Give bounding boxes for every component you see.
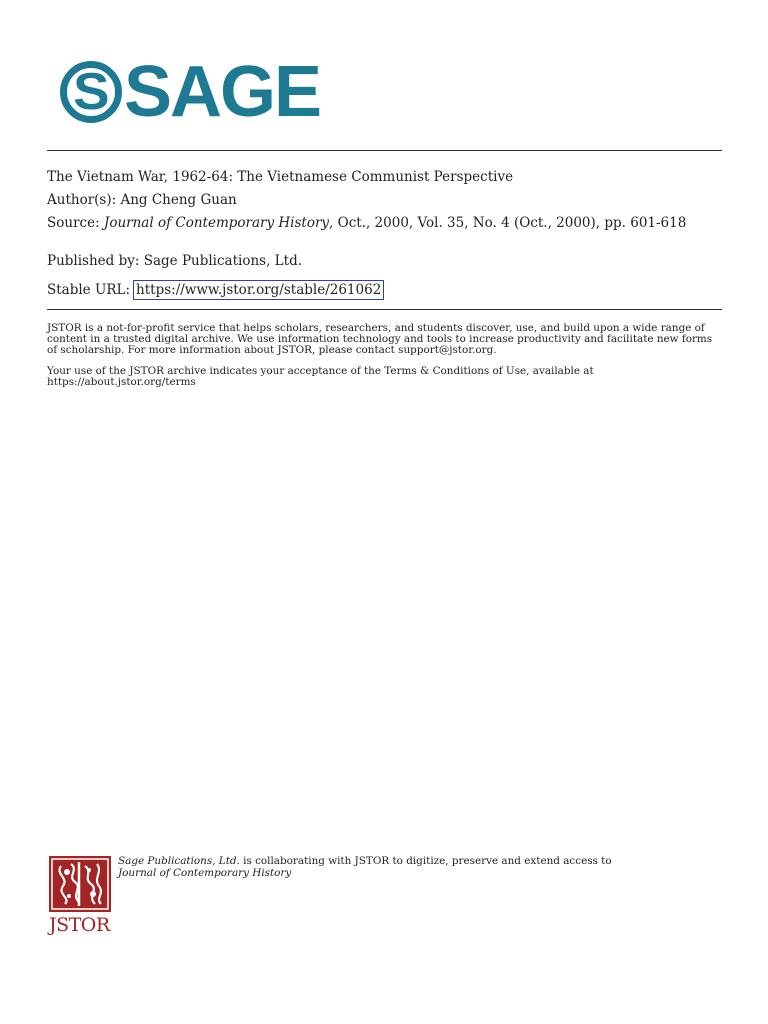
- author-label: Author(s):: [47, 192, 117, 208]
- jstor-wordmark: JSTOR: [49, 914, 110, 936]
- stable-url-line: [47, 280, 727, 300]
- author-line: [47, 192, 727, 209]
- jstor-emblem-icon: [49, 856, 111, 912]
- collaboration-notice: [118, 856, 612, 879]
- sage-logo: [60, 52, 320, 132]
- top-divider: [47, 150, 722, 151]
- jstor-logo: [49, 856, 113, 936]
- source-label: Source:: [47, 215, 100, 231]
- sage-emblem-letter: S: [72, 63, 110, 121]
- collaboration-line-1: [118, 856, 612, 868]
- sage-wordmark: SAGE: [124, 52, 321, 132]
- collab-journal: Journal of Contemporary History: [118, 866, 292, 879]
- source-journal: Journal of Contemporary History: [103, 215, 330, 231]
- jstor-mission-notice: JSTOR is a not-for-profit service that helps scholars, researchers, and students discover, use, and build upon a wide range of content in a trusted digital archive. We use information technology and tools to increase productivity and facilitate new forms of scholarship. For more information about JSTOR, please contact support@jstor.org.: [47, 322, 713, 357]
- bottom-divider: [47, 309, 722, 310]
- stable-url-label: Stable URL:: [47, 282, 131, 298]
- stable-url-link[interactable]: https://www.jstor.org/stable/261062: [133, 280, 384, 300]
- publisher-label: Published by:: [47, 253, 140, 269]
- collab-publisher: Sage Publications, Ltd.: [118, 855, 240, 867]
- jstor-ornament-icon: [49, 856, 111, 912]
- article-title: [47, 169, 727, 186]
- collab-text: is collaborating with JSTOR to digitize, preserve and extend access to: [239, 855, 612, 867]
- article-title-text: The Vietnam War, 1962-64: The Vietnamese Communist Perspective: [47, 169, 514, 185]
- source-line: [47, 215, 707, 232]
- publisher-name: Sage Publications, Ltd.: [143, 253, 303, 269]
- source-details: , Oct., 2000, Vol. 35, No. 4 (Oct., 2000), pp. 601-618: [329, 215, 687, 231]
- author-name: Ang Cheng Guan: [120, 192, 237, 208]
- publisher-line: [47, 253, 727, 270]
- sage-emblem-icon: [60, 61, 122, 123]
- terms-notice: Your use of the JSTOR archive indicates your acceptance of the Terms & Conditions of Use, available at https://about.jstor.org/terms: [47, 365, 594, 389]
